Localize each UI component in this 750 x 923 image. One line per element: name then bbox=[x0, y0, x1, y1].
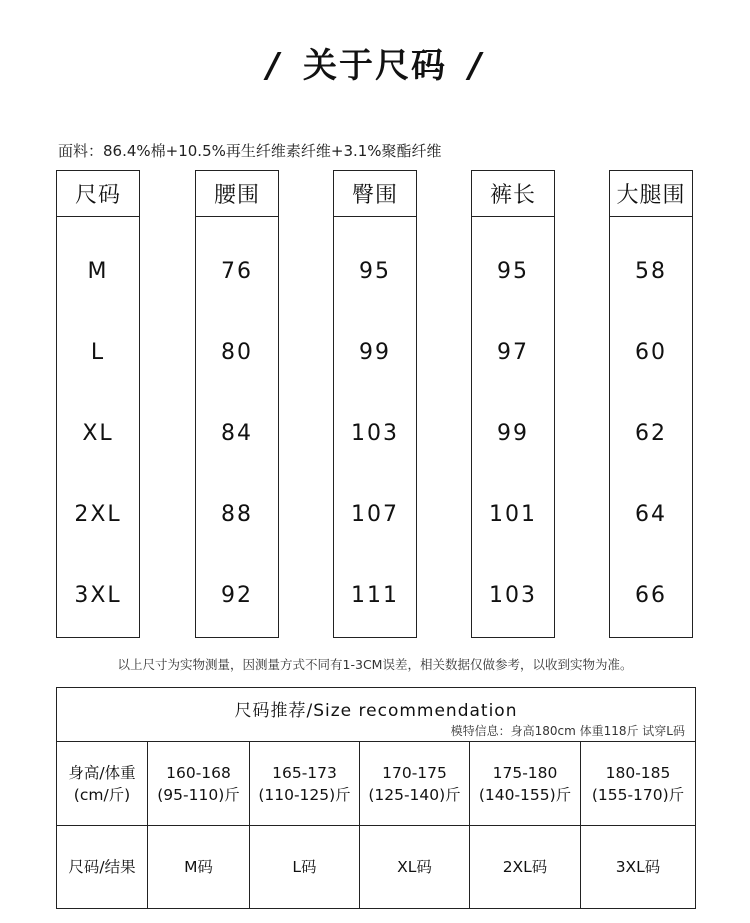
height-range: 175-180 bbox=[492, 763, 558, 782]
length-cell: 97 bbox=[497, 340, 529, 365]
size-cell: M bbox=[87, 259, 109, 284]
range-cell bbox=[148, 742, 250, 825]
waist-cell: 84 bbox=[221, 421, 253, 446]
size-result-cell: 3XL码 bbox=[615, 858, 661, 876]
length-cell: 101 bbox=[489, 502, 537, 527]
size-recommendation-table bbox=[56, 687, 696, 909]
recommendation-grid bbox=[57, 741, 695, 908]
length-column bbox=[471, 170, 555, 638]
height-range: 180-185 bbox=[605, 763, 671, 782]
row-label-unit: (cm/斤) bbox=[73, 785, 131, 804]
waist-cell: 92 bbox=[221, 583, 253, 608]
fabric-composition: 面料：86.4%棉+10.5%再生纤维素纤维+3.1%聚酯纤维 bbox=[58, 142, 442, 160]
size-cell: 2XL bbox=[74, 502, 122, 527]
weight-range: (95-110)斤 bbox=[157, 785, 240, 804]
hip-column bbox=[333, 170, 417, 638]
measurement-note: 以上尺寸为实物测量，因测量方式不同有1-3CM误差，相关数据仅做参考，以收到实物为准。 bbox=[117, 657, 633, 672]
size-result-row bbox=[57, 826, 695, 908]
page-title bbox=[0, 38, 750, 87]
column-header-length: 裤长 bbox=[472, 171, 554, 217]
height-range: 170-175 bbox=[382, 763, 447, 782]
waist-cell: 80 bbox=[221, 340, 253, 365]
height-weight-row bbox=[57, 742, 695, 826]
size-result-cell: 2XL码 bbox=[470, 826, 581, 908]
waist-column bbox=[195, 170, 279, 638]
weight-range: (110-125)斤 bbox=[258, 785, 351, 804]
thigh-cell: 64 bbox=[635, 502, 667, 527]
size-result-cell: M码 bbox=[148, 826, 250, 908]
hip-cell: 111 bbox=[351, 583, 399, 608]
weight-range: (125-140)斤 bbox=[368, 785, 461, 804]
range-cell bbox=[250, 742, 360, 825]
column-header-size: 尺码 bbox=[57, 171, 139, 217]
height-range: 160-168 bbox=[166, 763, 231, 782]
hip-cell: 103 bbox=[351, 421, 399, 446]
thigh-column bbox=[609, 170, 693, 638]
size-result-cell: L码 bbox=[250, 826, 360, 908]
length-cell: 95 bbox=[497, 259, 529, 284]
column-header-waist: 腰围 bbox=[196, 171, 278, 217]
hip-cell: 107 bbox=[351, 502, 399, 527]
row-label-size-result: 尺码/结果 bbox=[57, 826, 148, 908]
column-header-thigh: 大腿围 bbox=[610, 171, 692, 217]
model-info: 模特信息：身高180cm 体重118斤 试穿L码 bbox=[450, 724, 685, 738]
range-cell bbox=[470, 742, 581, 825]
size-cell: 3XL bbox=[74, 583, 122, 608]
thigh-cell: 58 bbox=[635, 259, 667, 284]
range-cell bbox=[581, 742, 695, 825]
size-cell: XL bbox=[82, 421, 114, 446]
size-cell: L bbox=[90, 340, 106, 365]
column-header-hip: 臀围 bbox=[334, 171, 416, 217]
title-slash-right: / bbox=[468, 46, 484, 86]
hip-cell: 95 bbox=[359, 259, 391, 284]
thigh-cell: 62 bbox=[635, 421, 667, 446]
size-result-cell: XL码 bbox=[360, 826, 470, 908]
range-cell bbox=[360, 742, 470, 825]
waist-cell: 76 bbox=[221, 259, 253, 284]
thigh-cell: 60 bbox=[635, 340, 667, 365]
size-column bbox=[56, 170, 140, 638]
weight-range: (155-170)斤 bbox=[591, 785, 685, 804]
thigh-cell: 66 bbox=[635, 583, 667, 608]
row-label-height-weight bbox=[57, 742, 148, 825]
row-label-line: 身高/体重 bbox=[68, 763, 136, 782]
length-cell: 99 bbox=[497, 421, 529, 446]
title-slash-left: / bbox=[266, 46, 282, 86]
hip-cell: 99 bbox=[359, 340, 391, 365]
waist-cell: 88 bbox=[221, 502, 253, 527]
length-cell: 103 bbox=[489, 583, 537, 608]
height-range: 165-173 bbox=[272, 763, 337, 782]
weight-range: (140-155)斤 bbox=[478, 785, 572, 804]
title-text: 关于尺码 bbox=[303, 46, 447, 86]
recommendation-title: 尺码推荐/Size recommendation bbox=[234, 701, 518, 721]
